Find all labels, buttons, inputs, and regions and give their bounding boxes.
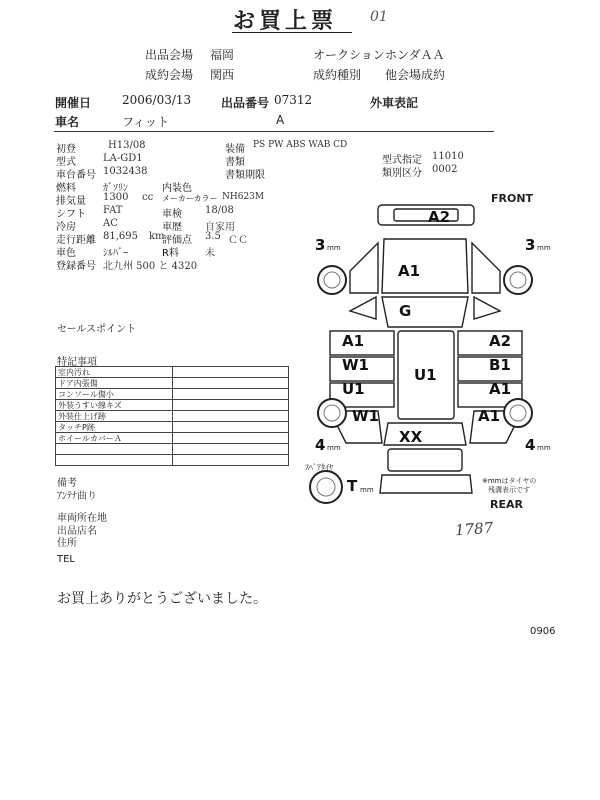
trunk-shape <box>388 449 462 471</box>
r-label: R料 <box>162 248 179 259</box>
venue-value: 福岡 <box>210 48 235 62</box>
windshield-shape <box>382 297 468 327</box>
contract-venue-label: 成約会場 <box>145 68 194 82</box>
doc-code: 0906 <box>530 626 556 637</box>
tel-label: TEL <box>57 554 75 565</box>
type-code-label: 型式指定 <box>382 155 422 166</box>
auction-label: オークション <box>313 48 385 62</box>
tire-rr-unit: mm <box>537 444 551 452</box>
spare-mark: T <box>347 477 358 495</box>
score-label: 評価点 <box>162 235 192 246</box>
spare-unit: mm <box>360 486 374 494</box>
rear-label: REAR <box>490 498 523 511</box>
car-label: 車名 <box>55 115 80 129</box>
address-label: 住所 <box>57 538 77 549</box>
mark-roof: U1 <box>414 366 437 384</box>
tire-fl-depth: 3 <box>315 236 326 254</box>
plate-value: 北九州 500 と 4320 <box>103 261 198 272</box>
contract-venue-value: 関西 <box>210 68 235 82</box>
shift-label: シフト <box>56 209 86 220</box>
table-row: ドア内張傷 <box>56 378 289 389</box>
history-value: 自家用 <box>205 222 235 233</box>
mark-trunk: XX <box>399 428 423 446</box>
rear-bumper-shape <box>380 475 472 493</box>
mark-rear-right-door: A1 <box>489 380 512 398</box>
mark-rear-left-quarter: W1 <box>352 407 379 425</box>
contract-type-label: 成約種別 <box>313 68 362 82</box>
table-row <box>56 455 289 466</box>
left-mirror-shape <box>350 297 376 319</box>
store-label: 出品店名 <box>57 526 97 537</box>
table-row: タッチP跡 <box>56 422 289 433</box>
ac-label: 冷房 <box>56 222 76 233</box>
mark-front-left-door: W1 <box>342 356 369 374</box>
table-row: コンソール傷小 <box>56 389 289 400</box>
mark-windshield: G <box>399 302 412 320</box>
remarks-text: ｱﾝﾃﾅ曲り <box>57 491 97 502</box>
contract-type-value: 他会場成約 <box>385 68 446 82</box>
location-title: 車両所在地 <box>57 513 107 524</box>
rear-window-shape <box>384 423 466 445</box>
inspection-value: 18/08 <box>205 205 234 216</box>
history-label: 車歴 <box>162 222 182 233</box>
table-row: 外装うすい線キズ <box>56 400 289 411</box>
tire-rl-unit: mm <box>327 444 341 452</box>
car-value: フィット <box>122 115 170 129</box>
signature-number: 1787 <box>454 518 494 540</box>
tire-fr-depth: 3 <box>525 236 536 254</box>
handwritten-number: 01 <box>370 9 388 25</box>
fuel-value: ｶﾞｿﾘﾝ <box>103 183 128 194</box>
mark-front-right-door: B1 <box>489 356 511 374</box>
score-value: 3.5 <box>205 231 221 242</box>
tire-rl-depth: 4 <box>315 436 326 454</box>
maker-color-value: NH623M <box>222 192 265 202</box>
right-mirror-shape <box>474 297 500 319</box>
tire-spare-shape <box>310 471 342 503</box>
date-value: 2006/03/13 <box>122 93 192 107</box>
table-row: 室内汚れ <box>56 367 289 378</box>
mark-front-bumper: A2 <box>428 208 451 226</box>
mileage-label: 走行距離 <box>56 235 96 246</box>
model-label: 型式 <box>56 157 76 168</box>
remarks-label: 備考 <box>57 478 77 489</box>
front-bumper-shape <box>378 205 474 225</box>
tire-fl-shape <box>318 266 346 294</box>
features-table <box>55 366 289 466</box>
score-extra: ＣＣ <box>228 235 248 246</box>
equip-value: PS PW ABS WAB CD <box>253 140 348 150</box>
exterior-label: 外車表記 <box>370 96 419 110</box>
ac-value: AC <box>103 218 118 229</box>
chassis-label: 車台番号 <box>56 170 96 181</box>
spare-label: ｽﾍﾟｱﾀｲﾔ <box>305 463 333 472</box>
tire-fl-unit: mm <box>327 244 341 252</box>
auction-value: ホンダＡＡ <box>385 48 445 62</box>
color-value: ｼﾙﾊﾞｰ <box>103 248 128 259</box>
tire-rr-shape <box>504 399 532 427</box>
class-code-value: 0002 <box>432 164 458 175</box>
r-value: 未 <box>205 248 215 259</box>
venue-label: 出品会場 <box>145 48 194 62</box>
mark-front-left-fender: A1 <box>342 332 365 350</box>
tire-rl-shape <box>318 399 346 427</box>
mark-hood: A1 <box>398 262 421 280</box>
disp-unit: cc <box>142 192 154 203</box>
closing-message: お買上ありがとうございました。 <box>57 591 267 607</box>
mark-front-right-fender: A2 <box>489 332 512 350</box>
mark-rear-right-quarter: A1 <box>478 407 501 425</box>
title-underline <box>232 32 352 33</box>
tire-note-line2: 残溝表示です <box>488 486 530 494</box>
table-row: 外装仕上げ跡 <box>56 411 289 422</box>
table-row: ホイールカバーＡ <box>56 433 289 444</box>
mileage-unit: km <box>149 231 165 242</box>
tire-fr-unit: mm <box>537 244 551 252</box>
plate-label: 登録番号 <box>56 261 96 272</box>
class-code-label: 類別区分 <box>382 168 422 179</box>
date-label: 開催日 <box>55 96 92 110</box>
features-label: 特記事項 <box>57 357 97 368</box>
docs-label: 書類 <box>225 157 245 168</box>
tire-note-line1: ※mmはタイヤの <box>482 477 537 485</box>
left-front-fender-shape <box>350 243 378 293</box>
color-label: 車色 <box>56 248 76 259</box>
table-row <box>56 444 289 455</box>
interior-color-label: 内装色 <box>162 183 192 194</box>
lot-label: 出品番号 <box>221 96 270 110</box>
disp-value: 1300 <box>103 192 129 203</box>
fuel-label: 燃料 <box>56 183 76 194</box>
model-value: LA-GD1 <box>103 153 143 164</box>
disp-label: 排気量 <box>56 196 86 207</box>
car-grade: A <box>276 113 285 127</box>
mileage-value: 81,695 <box>103 231 138 242</box>
tire-rr-depth: 4 <box>525 436 536 454</box>
hood-shape <box>382 239 468 293</box>
lot-value: 07312 <box>274 93 313 107</box>
maker-color-label: メーカーカラー <box>162 194 218 203</box>
docs-deadline-label: 書類期限 <box>225 170 265 181</box>
front-label: FRONT <box>491 192 534 205</box>
sale-point-label: セールスポイント <box>57 324 137 335</box>
right-front-fender-shape <box>472 243 500 293</box>
header-divider <box>54 131 494 132</box>
equip-label: 装備 <box>225 144 245 155</box>
first-reg-value: H13/08 <box>108 140 146 151</box>
chassis-value: 1032438 <box>103 166 148 177</box>
mark-rear-left-door: U1 <box>342 380 365 398</box>
inspection-label: 車検 <box>162 209 182 220</box>
sheet-title: お買上票 <box>233 9 338 34</box>
shift-value: FAT <box>103 205 123 216</box>
tire-fr-shape <box>504 266 532 294</box>
type-code-value: 11010 <box>432 151 464 162</box>
first-reg-label: 初登 <box>56 144 76 155</box>
